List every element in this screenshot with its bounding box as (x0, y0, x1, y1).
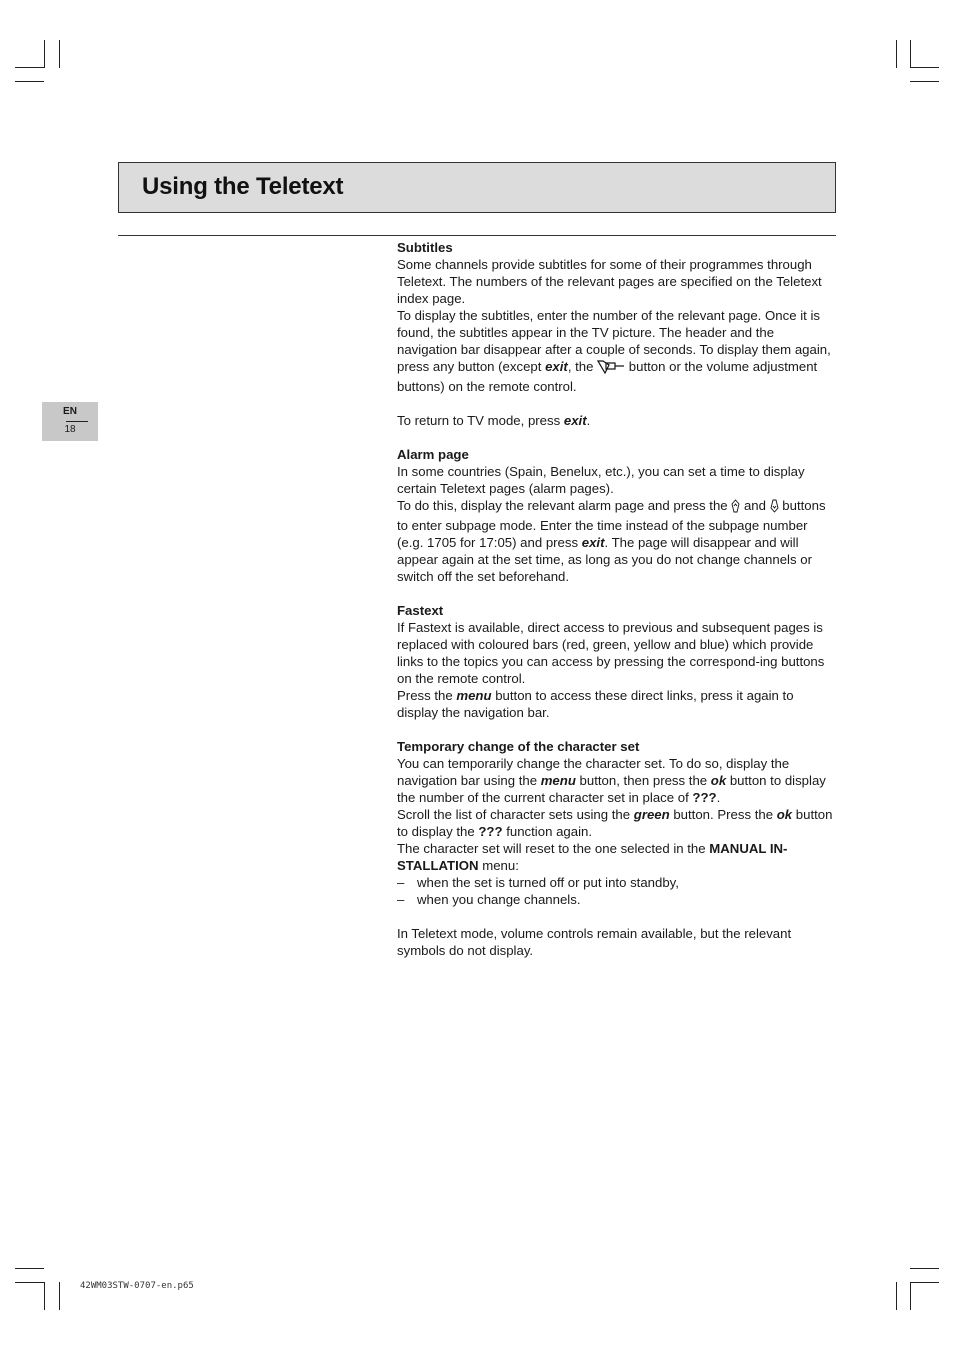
page-tab (42, 402, 98, 441)
list-item: – when you change channels. (397, 892, 581, 907)
crop-mark (15, 67, 44, 68)
crop-mark (44, 1282, 45, 1310)
crop-mark (910, 67, 939, 68)
section-heading-alarm: Alarm page (397, 447, 469, 462)
paragraph: If Fastext is available, direct access to previous and subsequent pages is replaced with coloured bars (red, green, yellow and blue) which provide links to the topics you can access by pressing the correspond-ing buttons on the remote control. (397, 620, 825, 686)
crop-mark (44, 40, 45, 68)
crop-mark (15, 1268, 44, 1269)
page-up-icon (731, 499, 740, 517)
page-number: 18 (64, 424, 76, 435)
paragraph: In some countries (Spain, Benelux, etc.), you can set a time to display certain Teletext pages (alarm pages). (397, 464, 805, 496)
paragraph: To do this, display the relevant alarm page and press the and buttons to enter subpage mode. Enter the time instead of the subpage number (e.g. 1705 for 17:05) and press exit. The page will disappear and will appear again at the set time, as long as you do not change channels or switch off the set beforehand. (397, 498, 826, 584)
crop-mark (59, 1282, 60, 1310)
section-heading-fastext: Fastext (397, 603, 444, 618)
crop-mark (910, 1282, 911, 1310)
crop-mark (59, 40, 60, 68)
list-item: – when the set is turned off or put into standby, (397, 875, 679, 890)
bullet-list (397, 874, 837, 908)
crop-mark (15, 1282, 44, 1283)
paragraph: You can temporarily change the character set. To do so, display the navigation bar using the menu button, then press the ok button to display the number of the current character set in place of ???. (397, 756, 826, 805)
crop-mark (910, 40, 911, 68)
section-divider (118, 235, 836, 236)
page-title: Using the Teletext (142, 173, 344, 200)
main-content (397, 239, 837, 959)
paragraph: To return to TV mode, press exit. (397, 413, 591, 428)
crop-mark (896, 1282, 897, 1310)
crop-mark (15, 81, 44, 82)
crop-mark (896, 40, 897, 68)
paragraph: Scroll the list of character sets using the green button. Press the ok button to display the ??? function again. (397, 807, 833, 839)
language-label: EN (63, 406, 77, 417)
page-title-box (118, 162, 836, 213)
tv-teletext-icon (597, 358, 625, 378)
crop-mark (910, 1268, 939, 1269)
crop-mark (910, 1282, 939, 1283)
crop-mark (910, 81, 939, 82)
paragraph: To display the subtitles, enter the number of the relevant page. Once it is found, the subtitles appear in the TV picture. The header and the navigation bar disappear after a couple of seconds. To display them again, press any button (except exit, the button or the volume adjustment buttons) on the remote control. (397, 308, 831, 394)
footer-file-code: 42WM03STW-0707-en.p65 (80, 1281, 194, 1291)
tab-divider (66, 421, 88, 422)
paragraph: Some channels provide subtitles for some of their programmes through Teletext. The numbers of the relevant pages are specified on the Teletext index page. (397, 257, 822, 306)
paragraph-note: In Teletext mode, volume controls remain available, but the relevant symbols do not display. (397, 926, 792, 958)
section-heading-subtitles: Subtitles (397, 240, 453, 255)
paragraph: Press the menu button to access these direct links, press it again to display the navigation bar. (397, 688, 794, 720)
page-down-icon (770, 499, 779, 517)
paragraph: The character set will reset to the one selected in the MANUAL IN-STALLATION menu: (397, 841, 788, 873)
section-heading-charset: Temporary change of the character set (397, 739, 640, 754)
